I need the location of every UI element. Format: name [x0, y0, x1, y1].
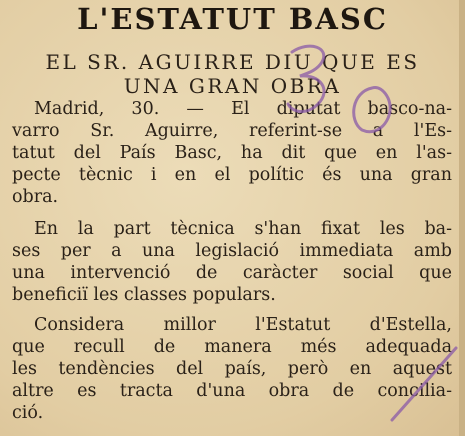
body-line: varro Sr. Aguirre, referint-se a l'Es-	[12, 121, 452, 141]
body-line: una intervenció de caràcter social que	[12, 263, 452, 283]
body-line: Considera millor l'Estatut d'Estella,	[34, 315, 452, 335]
body-line: altre es tracta d'una obra de concilia-	[12, 381, 452, 401]
subheadline-line-2: UNA GRAN OBRA	[123, 74, 342, 98]
body-line: obra.	[12, 187, 59, 207]
body-line: que recull de manera més adequada	[12, 337, 452, 357]
subheadline-line-1: EL SR. AGUIRRE DIU QUE ES	[45, 50, 420, 74]
body-line: Madrid, 30. — El diputat basco-na-	[34, 99, 452, 119]
body-line: ses per a una legislació immediata amb	[12, 241, 452, 261]
body-line: pecte tècnic i en el polític és una gran	[12, 165, 452, 185]
body-line: tatut del País Basc, ha dit que en l'as-	[12, 143, 452, 163]
body-line: les tendències del país, però en aquest	[12, 359, 452, 379]
body-line: ció.	[12, 403, 44, 423]
headline: L'ESTATUT BASC	[77, 2, 388, 36]
body-line: En la part tècnica s'han fixat les ba-	[34, 219, 452, 239]
body-line: beneficiï les classes populars.	[12, 285, 276, 305]
